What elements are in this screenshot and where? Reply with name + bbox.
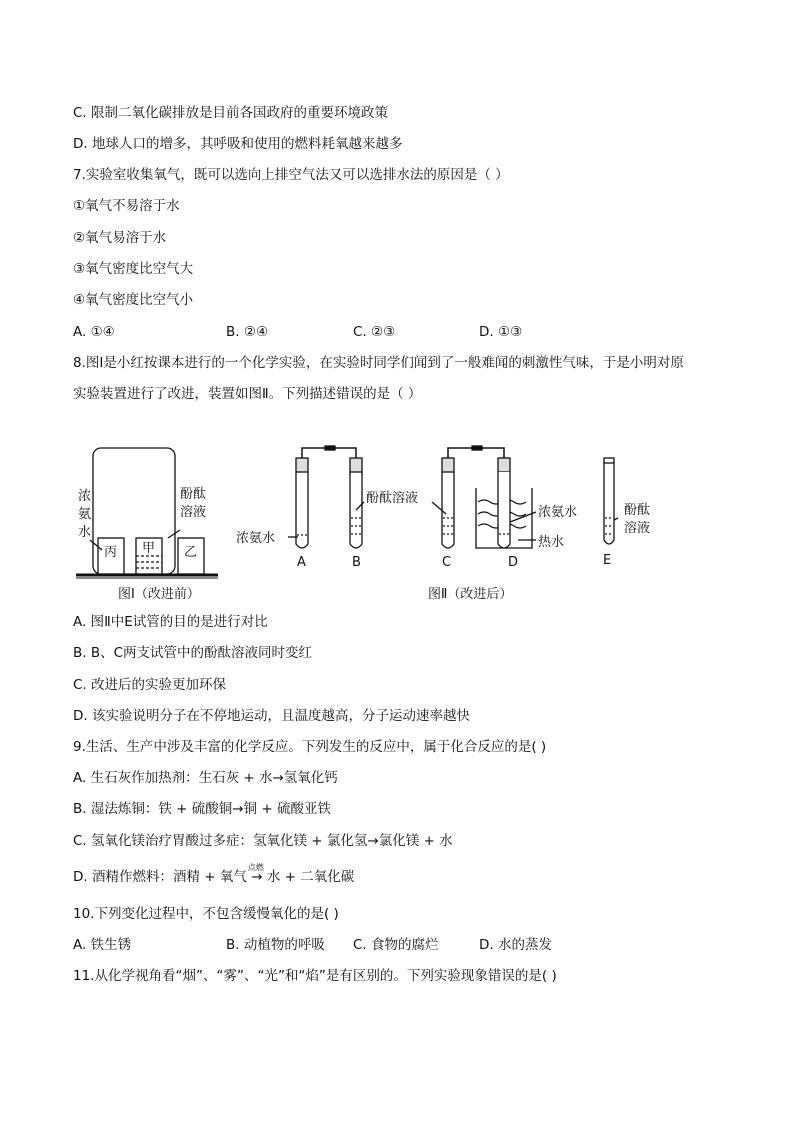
- q8-option-d: D. 该实验说明分子在不停地运动，且温度越高，分子运动速率越快: [73, 708, 470, 724]
- question-8-line-1: 8.图Ⅰ是小红按课本进行的一个化学实验，在实验时同学们闻到了一般难闻的刺激性气味，于是小明对原: [73, 355, 684, 371]
- reaction-condition: 点燃: [247, 863, 264, 872]
- q10-option-b: B. 动植物的呼吸: [226, 937, 325, 953]
- fig1-label-2: 氨: [78, 507, 92, 522]
- question-9: 9.生活、生产中涉及丰富的化学反应。下列发生的反应中，属于化合反应的是( ): [73, 739, 547, 755]
- q8-option-c: C. 改进后的实验更加环保: [73, 677, 227, 693]
- tube-d: [498, 472, 510, 548]
- q7-option-b: B. ②④: [226, 324, 269, 340]
- beaker-yi-label: 乙: [184, 545, 198, 560]
- q10-option-d: D. 水的蒸发: [479, 937, 552, 953]
- tube-e: [604, 462, 614, 544]
- tube-d-label: D: [508, 555, 519, 570]
- label-ammonia-a: 浓氨水: [236, 531, 276, 546]
- question-8-line-2: 实验装置进行了改进，装置如图Ⅱ。下列描述错误的是（ ）: [73, 386, 422, 402]
- tube-b-label: B: [352, 555, 361, 570]
- question-7: 7.实验室收集氧气，既可以选向上排空气法又可以选排水法的原因是（ ）: [73, 167, 509, 183]
- experiment-diagram: [70, 440, 670, 610]
- label-hot-water: 热水: [538, 535, 565, 550]
- q7-statement-2: ②氧气易溶于水: [73, 230, 167, 246]
- q9-option-b: B. 湿法炼铜：铁 + 硫酸铜→铜 + 硫酸亚铁: [73, 801, 331, 817]
- q7-statement-1: ①氧气不易溶于水: [73, 198, 180, 214]
- tube-a-label: A: [297, 555, 306, 570]
- q7-option-d: D. ①③: [479, 324, 523, 340]
- fig2-caption: 图Ⅱ（改进后）: [428, 587, 513, 602]
- label-phenol-e-1: 酚酞: [624, 503, 651, 518]
- experiment-figure: [70, 440, 670, 614]
- label-phenol-e-2: 溶液: [624, 521, 651, 536]
- q10-option-c: C. 食物的腐烂: [353, 937, 439, 953]
- q9-option-c: C. 氢氧化镁治疗胃酸过多症：氢氧化镁 + 氯化氢→氯化镁 + 水: [73, 833, 453, 849]
- question-10: 10.下列变化过程中，不包含缓慢氧化的是( ): [73, 906, 339, 922]
- tube-e-label: E: [603, 553, 612, 568]
- q9d-pre: D. 酒精作燃料：酒精 + 氧气: [73, 869, 247, 885]
- q7-statement-3: ③氧气密度比空气大: [73, 261, 194, 277]
- q9-option-a: A. 生石灰作加热剂：生石灰 + 水→氢氧化钙: [73, 770, 338, 786]
- q9d-post: 水 + 二氧化碳: [266, 869, 355, 885]
- q7-option-c: C. ②③: [353, 324, 396, 340]
- question-11: 11.从化学视角看“烟”、“雾”、“光”和“焰”是有区别的。下列实验现象错误的是( ): [73, 968, 557, 984]
- q9-option-d: [73, 863, 355, 886]
- fig1-phenol-2: 溶液: [180, 505, 207, 520]
- tube-c: [442, 472, 454, 548]
- fig1-label-1: 浓: [78, 489, 92, 504]
- q6-option-d: D. 地球人口的增多，其呼吸和使用的燃料耗氧越来越多: [73, 136, 403, 152]
- fig1-caption: 图Ⅰ（改进前）: [118, 587, 200, 602]
- fig1-label-3: 水: [78, 525, 92, 540]
- q10-option-a: A. 铁生锈: [73, 937, 132, 953]
- reaction-arrow: 点燃 →: [247, 868, 267, 886]
- tube-c-label: C: [442, 555, 452, 570]
- fig1-phenol-1: 酚酞: [180, 487, 207, 502]
- q7-statement-4: ④氧气密度比空气小: [73, 292, 194, 308]
- q8-option-a: A. 图Ⅱ中E试管的目的是进行对比: [73, 614, 268, 630]
- label-ammonia-d: 浓氨水: [538, 505, 578, 520]
- q8-option-b: B. B、C两支试管中的酚酞溶液同时变红: [73, 645, 313, 661]
- beaker-jia-label: 甲: [142, 541, 156, 556]
- label-phenol-b: 酚酞溶液: [366, 491, 419, 506]
- beaker-bing-label: 丙: [104, 545, 118, 560]
- q7-option-a: A. ①④: [73, 324, 115, 340]
- q6-option-c: C. 限制二氧化碳排放是目前各国政府的重要环境政策: [73, 105, 389, 121]
